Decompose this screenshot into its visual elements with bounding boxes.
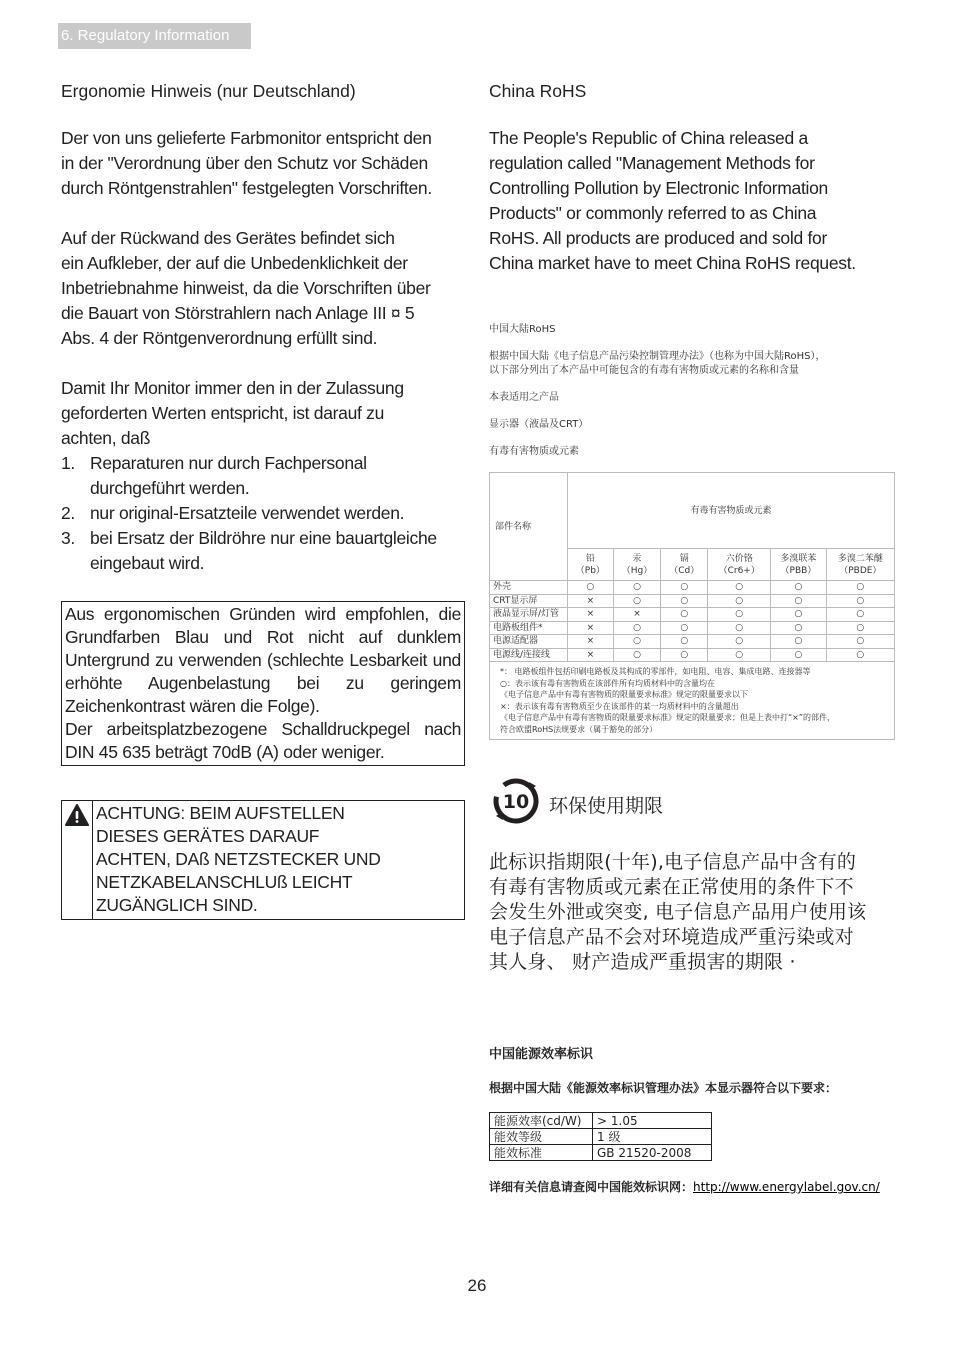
- energy-label-link[interactable]: http://www.energylabel.gov.cn/: [693, 1180, 880, 1194]
- column-header: 多溴二苯醚 （PBDE）: [826, 549, 894, 581]
- text-line: 此标识指期限(十年),电子信息产品中含有的: [489, 851, 857, 873]
- right-column: [489, 78, 895, 1195]
- text-line: durchgeführt werden.: [90, 478, 250, 498]
- list-item: [61, 451, 465, 501]
- column-header: 多溴联苯 （PBB）: [771, 549, 826, 581]
- table-cell: ○: [613, 635, 661, 649]
- text-line: ZUGÄNGLICH SIND.: [96, 895, 258, 915]
- energy-label-description: 根据中国大陆《能源效率标识管理办法》本显示器符合以下要求：: [489, 1081, 838, 1095]
- table-cell: ○: [708, 594, 771, 608]
- table-cell: ×: [568, 621, 614, 635]
- rohs-intro: [489, 323, 895, 459]
- note-line: 《电子信息产品中有毒有害物质的限量要求标准》规定的限量要求以下: [500, 690, 748, 699]
- table-cell: ×: [568, 594, 614, 608]
- column-header: 六价铬 （Cr6+）: [708, 549, 771, 581]
- rohs-intro-line: 以下部分列出了本产品中可能包含的有毒有害物质或元素的名称和含量: [489, 365, 799, 376]
- table-cell: ○: [826, 608, 894, 622]
- text-line: Products" or commonly referred to as China: [489, 203, 817, 223]
- ergonomie-title: Ergonomie Hinweis (nur Deutschland): [61, 81, 356, 101]
- table-cell: > 1.05: [593, 1113, 712, 1129]
- table-cell: ○: [613, 621, 661, 635]
- table-cell: ×: [568, 635, 614, 649]
- rohs-intro-line: 根据中国大陆《电子信息产品污染控制管理办法》（也称为中国大陆RoHS），: [489, 351, 826, 362]
- text-line: Abs. 4 der Röntgenverordnung erfüllt sind.: [61, 328, 378, 348]
- warning-text: [93, 801, 385, 919]
- list-item: [61, 526, 465, 576]
- table-cell: 液晶显示屏/灯管: [490, 608, 568, 622]
- text-line: eingebaut wird.: [90, 553, 205, 573]
- table-row: [490, 1145, 712, 1161]
- table-cell: ○: [771, 635, 826, 649]
- table-cell: ○: [661, 581, 708, 595]
- list-item: [61, 501, 465, 526]
- text-line: NETZKABELANSCHLUß LEICHT: [96, 872, 353, 892]
- china-rohs-paragraph: [489, 126, 895, 276]
- text-line: 有毒有害物质或元素在正常使用的条件下不: [489, 876, 854, 898]
- note-line: ○：表示该有毒有害物质在该部件所有均质材料中的含量均在: [500, 678, 715, 688]
- table-cell: ×: [568, 648, 614, 662]
- table-cell: 能源效率(cd/W): [490, 1113, 593, 1129]
- note-line: ×：表示该有毒有害物质至少在该部件的某一均质材料中的含量超出: [500, 701, 739, 711]
- ergonomie-paragraph-2: [61, 226, 465, 351]
- table-cell: ○: [708, 635, 771, 649]
- table-cell: ○: [771, 608, 826, 622]
- text-line: Reparaturen nur durch Fachpersonal: [90, 453, 367, 473]
- table-cell: CRT显示屏: [490, 594, 568, 608]
- table-cell: ○: [708, 581, 771, 595]
- ergonomie-paragraph-1: [61, 126, 465, 201]
- energy-label-link-line: [489, 1178, 895, 1195]
- efup-number: 10: [502, 791, 530, 813]
- text-line: China market have to meet China RoHS request.: [489, 253, 856, 273]
- table-row: [490, 581, 895, 595]
- text-line: bei Ersatz der Bildröhre nur eine bauartgleiche: [90, 528, 437, 548]
- table-cell: ○: [771, 648, 826, 662]
- note-line: 符合欧盟RoHS法规要求（属于豁免的部分）: [500, 724, 658, 734]
- section-header-tag: 6. Regulatory Information: [58, 23, 251, 49]
- list-number: 3.: [61, 528, 75, 548]
- table-cell: ○: [661, 635, 708, 649]
- efup-10-year-icon: [489, 776, 543, 826]
- china-rohs-title: China RoHS: [489, 81, 587, 101]
- energy-label-title: 中国能源效率标识: [489, 1047, 594, 1062]
- text-line: The People's Republic of China released a: [489, 128, 808, 148]
- column-header: 汞 （Hg）: [613, 549, 661, 581]
- text-line: durch Röntgenstrahlen" festgelegten Vorschriften.: [61, 178, 432, 198]
- table-cell: ○: [661, 594, 708, 608]
- efup-heading: [489, 776, 895, 826]
- text-line: regulation called "Management Methods for: [489, 153, 815, 173]
- table-row: [490, 635, 895, 649]
- table-cell: ×: [568, 608, 614, 622]
- text-line: Auf der Rückwand des Gerätes befindet sich: [61, 228, 395, 248]
- table-cell: ○: [661, 648, 708, 662]
- table-cell: ○: [826, 594, 894, 608]
- text-line: Inbetriebnahme hinweist, da die Vorschriften über: [61, 278, 431, 298]
- table-cell: 电源线/连接线: [490, 648, 568, 662]
- table-cell: ○: [661, 621, 708, 635]
- table-cell: ○: [708, 608, 771, 622]
- text-line: ein Aufkleber, der auf die Unbedenklichkeit der: [61, 253, 408, 273]
- table-row: [490, 608, 895, 622]
- table-row: [490, 594, 895, 608]
- text-line: geforderten Werten entspricht, ist darauf zu: [61, 403, 385, 423]
- sound-pressure-text: Der arbeitsplatzbezogene Schalldruckpegel nach DIN 45 635 beträgt 70dB (A) oder weniger.: [65, 719, 461, 762]
- requirements-list: [61, 451, 465, 576]
- rohs-substances-label: 有毒有害物质或元素: [489, 446, 579, 457]
- text-line: DIESES GERÄTES DARAUF: [96, 826, 320, 846]
- rohs-applies-label: 本表适用之产品: [489, 392, 559, 403]
- table-cell: ○: [826, 621, 894, 635]
- text-line: 会发生外泄或突变, 电子信息产品用户使用该: [489, 901, 867, 923]
- text-line: in der "Verordnung über den Schutz vor Schäden: [61, 153, 428, 173]
- text-line: ACHTUNG: BEIM AUFSTELLEN: [96, 803, 345, 823]
- note-line: 《电子信息产品中有毒有害物质的限量要求标准》规定的限量要求；但是上表中打“×”的部件，: [500, 713, 835, 722]
- text-line: achten, daß: [61, 428, 151, 448]
- text-line: ACHTEN, DAß NETZSTECKER UND: [96, 849, 381, 869]
- table-row: [490, 1129, 712, 1145]
- table-cell: ○: [826, 581, 894, 595]
- table-row: [490, 1113, 712, 1129]
- table-cell: ○: [826, 648, 894, 662]
- table-row: [490, 648, 895, 662]
- efup-paragraph: [489, 850, 895, 975]
- efup-label: 环保使用期限: [549, 794, 664, 817]
- table-cell: ○: [708, 621, 771, 635]
- table-cell: ○: [613, 581, 661, 595]
- rohs-product-label: 显示器（液晶及CRT）: [489, 419, 589, 430]
- list-number: 1.: [61, 453, 75, 473]
- rohs-label: 中国大陆RoHS: [489, 324, 556, 335]
- table-header-row: [490, 473, 895, 549]
- text-line: Damit Ihr Monitor immer den in der Zulassung: [61, 378, 404, 398]
- table-cell: ○: [568, 581, 614, 595]
- table-cell: 能效等级: [490, 1129, 593, 1145]
- warning-box: [61, 800, 465, 920]
- table-cell: ○: [661, 608, 708, 622]
- table-cell: 电路板组件*: [490, 621, 568, 635]
- table-cell: ○: [771, 594, 826, 608]
- table-cell: 能效标准: [490, 1145, 593, 1161]
- rohs-table-notes: [489, 662, 895, 740]
- table-cell: 外壳: [490, 581, 568, 595]
- rohs-substance-table: [489, 472, 895, 662]
- energy-link-prefix: 详细有关信息请查阅中国能效标识网：: [489, 1180, 694, 1194]
- left-column: [61, 78, 465, 920]
- note-line: *： 电路板组件包括印刷电路板及其构成的零部件，如电阻、电容、集成电路、连接器等: [500, 667, 811, 676]
- table-cell: ×: [613, 608, 661, 622]
- table-cell: ○: [708, 648, 771, 662]
- table-cell: ○: [771, 581, 826, 595]
- text-line: Der von uns gelieferte Farbmonitor entspricht den: [61, 128, 432, 148]
- ergonomic-recommendation-box: [61, 601, 465, 766]
- warning-triangle-icon: [65, 804, 89, 826]
- ergonomie-paragraph-3: [61, 376, 465, 451]
- energy-efficiency-table: [489, 1112, 712, 1161]
- text-line: 其人身、 财产造成严重损害的期限 ·: [489, 951, 796, 973]
- page-number: 26: [467, 1276, 487, 1295]
- substance-header: 有毒有害物质或元素: [568, 473, 895, 549]
- table-cell: 电源适配器: [490, 635, 568, 649]
- warning-icon-cell: [62, 801, 93, 919]
- table-row: [490, 621, 895, 635]
- text-line: 电子信息产品不会对环境造成严重污染或对: [489, 926, 854, 948]
- column-header: 镉 （Cd）: [661, 549, 708, 581]
- column-header: 铅 （Pb）: [568, 549, 614, 581]
- list-number: 2.: [61, 503, 75, 523]
- table-cell: GB 21520-2008: [593, 1145, 712, 1161]
- table-cell: ○: [826, 635, 894, 649]
- text-line: RoHS. All products are produced and sold for: [489, 228, 827, 248]
- part-name-header: 部件名称: [490, 473, 568, 581]
- table-cell: ○: [613, 648, 661, 662]
- table-cell: ○: [771, 621, 826, 635]
- text-line: die Bauart von Störstrahlern nach Anlage III ¤ 5: [61, 303, 415, 323]
- text-line: Controlling Pollution by Electronic Information: [489, 178, 828, 198]
- ergonomic-recommendation-text: Aus ergonomischen Gründen wird empfohlen, die Grundfarben Blau und Rot nicht auf dunklem Untergrund zu verwenden (schlechte Lesbarkeit und erhöhte Augenbelastung bei zu geringem Zeichenkontrast wären die Folge).: [65, 604, 461, 716]
- table-cell: ○: [613, 594, 661, 608]
- text-line: nur original-Ersatzteile verwendet werden.: [90, 503, 405, 523]
- table-cell: 1 级: [593, 1129, 712, 1145]
